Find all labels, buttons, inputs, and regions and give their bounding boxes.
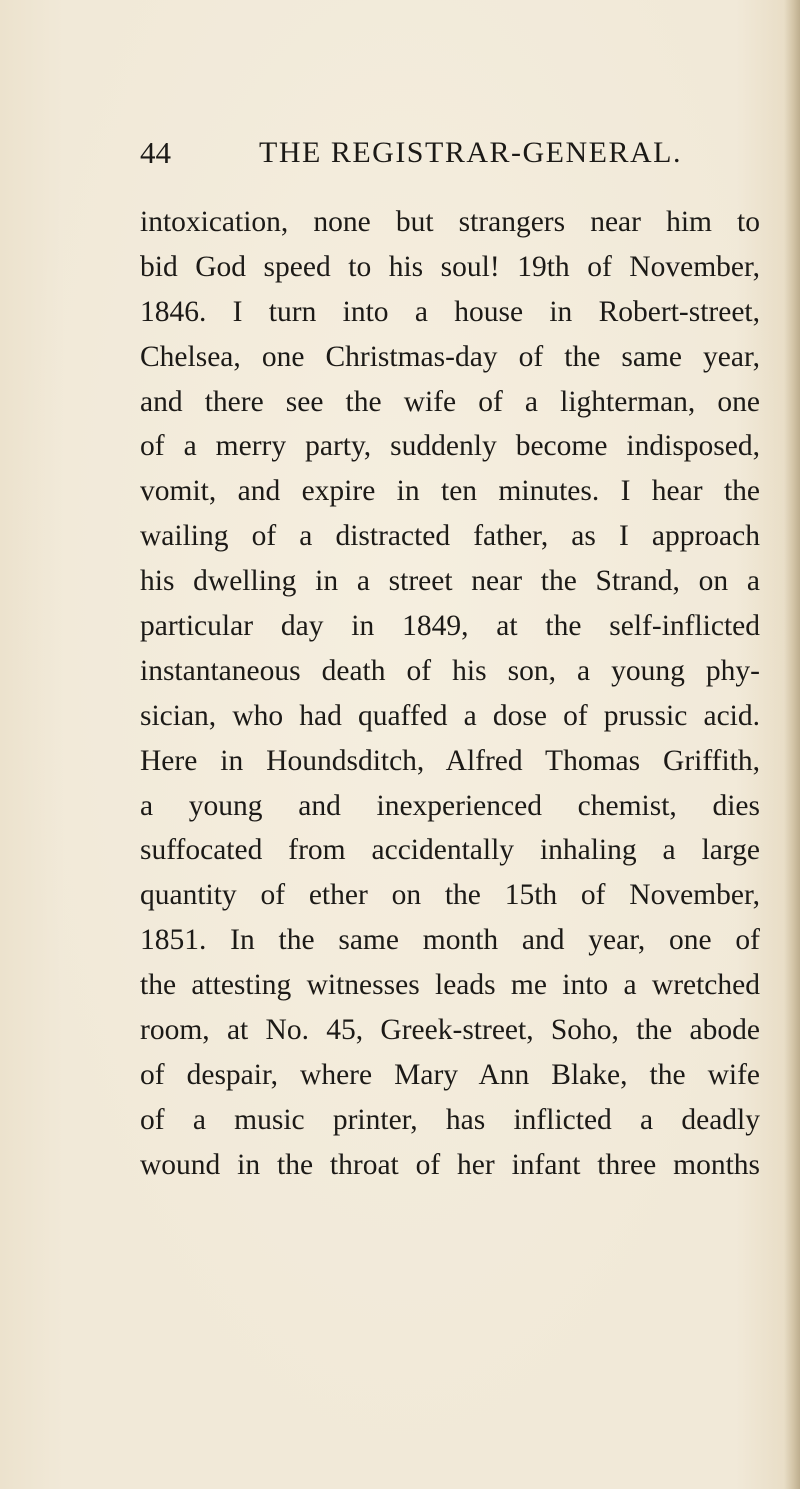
text-line: Chelsea, one Christmas-day of the same year, — [140, 340, 760, 373]
text-line: particular day in 1849, at the self-inflicted — [140, 610, 760, 643]
text-line: room, at No. 45, Greek-street, Soho, the abode — [140, 1014, 760, 1047]
text-line: of a merry party, suddenly become indisposed, — [140, 430, 760, 463]
text-line: of despair, where Mary Ann Blake, the wife — [140, 1058, 760, 1091]
text-line: wound in the throat of her infant three months — [140, 1148, 760, 1181]
body-text — [140, 200, 760, 1188]
text-line: a young and inexperienced chemist, dies — [140, 789, 760, 822]
text-line: wailing of a distracted father, as I approach — [140, 520, 760, 553]
text-line: suffocated from accidentally inhaling a large — [140, 834, 760, 867]
page-header — [140, 130, 760, 176]
text-line: sician, who had quaffed a dose of prussic acid. — [140, 699, 760, 732]
text-line: 1846. I turn into a house in Robert-street, — [140, 295, 760, 328]
text-line: his dwelling in a street near the Strand, on a — [140, 565, 760, 598]
text-line: vomit, and expire in ten minutes. I hear the — [140, 475, 760, 508]
text-line: the attesting witnesses leads me into a wretched — [140, 969, 760, 1002]
text-line: intoxication, none but strangers near him to — [140, 206, 760, 238]
page-edge-shadow — [784, 0, 800, 1489]
running-head: THE REGISTRAR-GENERAL. — [259, 136, 682, 169]
text-line: of a music printer, has inflicted a deadly — [140, 1103, 760, 1136]
text-line: Here in Houndsditch, Alfred Thomas Griffith, — [140, 744, 760, 777]
text-line: instantaneous death of his son, a young phy- — [140, 654, 760, 687]
text-line: quantity of ether on the 15th of November, — [140, 879, 760, 912]
page-number: 44 — [140, 135, 171, 170]
text-line: 1851. In the same month and year, one of — [140, 924, 760, 957]
text-line: bid God speed to his soul! 19th of November, — [140, 250, 760, 283]
text-line: and there see the wife of a lighterman, one — [140, 385, 760, 418]
